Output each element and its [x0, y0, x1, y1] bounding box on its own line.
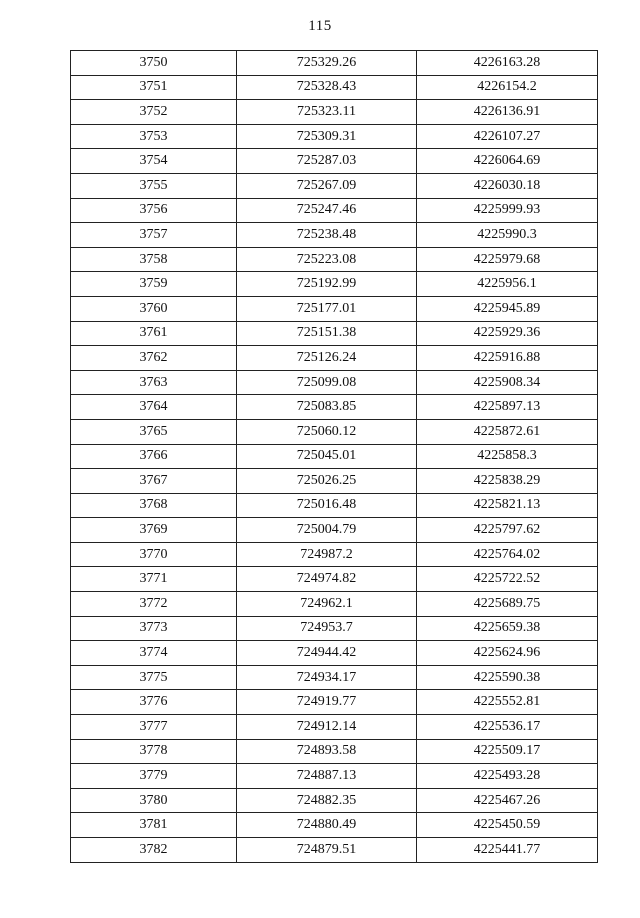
- y-coordinate-cell: 4225764.02: [417, 542, 598, 567]
- y-coordinate-cell: 4225945.89: [417, 296, 598, 321]
- table-row: [71, 616, 598, 641]
- y-coordinate-cell: 4225509.17: [417, 739, 598, 764]
- table-row: [71, 665, 598, 690]
- x-coordinate-cell: 724962.1: [237, 592, 417, 617]
- point-number-cell: 3770: [71, 542, 237, 567]
- point-number-cell: 3755: [71, 173, 237, 198]
- table-row: [71, 124, 598, 149]
- y-coordinate-cell: 4225722.52: [417, 567, 598, 592]
- x-coordinate-cell: 725083.85: [237, 395, 417, 420]
- table-row: [71, 518, 598, 543]
- table-row: [71, 444, 598, 469]
- table-row: [71, 764, 598, 789]
- y-coordinate-cell: 4225990.3: [417, 223, 598, 248]
- table-row: [71, 75, 598, 100]
- y-coordinate-cell: 4226064.69: [417, 149, 598, 174]
- x-coordinate-cell: 725267.09: [237, 173, 417, 198]
- table-row: [71, 149, 598, 174]
- x-coordinate-cell: 724944.42: [237, 641, 417, 666]
- table-row: [71, 493, 598, 518]
- table-row: [71, 788, 598, 813]
- y-coordinate-cell: 4226136.91: [417, 100, 598, 125]
- x-coordinate-cell: 725126.24: [237, 346, 417, 371]
- point-number-cell: 3774: [71, 641, 237, 666]
- x-coordinate-cell: 724953.7: [237, 616, 417, 641]
- x-coordinate-cell: 724882.35: [237, 788, 417, 813]
- y-coordinate-cell: 4225797.62: [417, 518, 598, 543]
- x-coordinate-cell: 725004.79: [237, 518, 417, 543]
- x-coordinate-cell: 724912.14: [237, 715, 417, 740]
- point-number-cell: 3782: [71, 838, 237, 863]
- table-row: [71, 419, 598, 444]
- table-row: [71, 542, 598, 567]
- x-coordinate-cell: 725247.46: [237, 198, 417, 223]
- x-coordinate-cell: 725026.25: [237, 469, 417, 494]
- point-number-cell: 3768: [71, 493, 237, 518]
- table-row: [71, 715, 598, 740]
- x-coordinate-cell: 725060.12: [237, 419, 417, 444]
- point-number-cell: 3765: [71, 419, 237, 444]
- table-row: [71, 690, 598, 715]
- x-coordinate-cell: 724879.51: [237, 838, 417, 863]
- x-coordinate-cell: 725328.43: [237, 75, 417, 100]
- x-coordinate-cell: 725323.11: [237, 100, 417, 125]
- x-coordinate-cell: 724919.77: [237, 690, 417, 715]
- x-coordinate-cell: 725223.08: [237, 247, 417, 272]
- point-number-cell: 3758: [71, 247, 237, 272]
- table-row: [71, 51, 598, 76]
- coordinates-table-body: [71, 51, 598, 863]
- point-number-cell: 3781: [71, 813, 237, 838]
- x-coordinate-cell: 725309.31: [237, 124, 417, 149]
- table-row: [71, 272, 598, 297]
- page-number: 115: [308, 18, 332, 34]
- y-coordinate-cell: 4225441.77: [417, 838, 598, 863]
- point-number-cell: 3776: [71, 690, 237, 715]
- y-coordinate-cell: 4225908.34: [417, 370, 598, 395]
- y-coordinate-cell: 4225659.38: [417, 616, 598, 641]
- y-coordinate-cell: 4225999.93: [417, 198, 598, 223]
- y-coordinate-cell: 4226154.2: [417, 75, 598, 100]
- table-row: [71, 173, 598, 198]
- y-coordinate-cell: 4225552.81: [417, 690, 598, 715]
- point-number-cell: 3771: [71, 567, 237, 592]
- point-number-cell: 3763: [71, 370, 237, 395]
- y-coordinate-cell: 4225979.68: [417, 247, 598, 272]
- table-row: [71, 469, 598, 494]
- table-row: [71, 247, 598, 272]
- x-coordinate-cell: 724893.58: [237, 739, 417, 764]
- point-number-cell: 3760: [71, 296, 237, 321]
- y-coordinate-cell: 4225916.88: [417, 346, 598, 371]
- table-row: [71, 739, 598, 764]
- y-coordinate-cell: 4225838.29: [417, 469, 598, 494]
- x-coordinate-cell: 724934.17: [237, 665, 417, 690]
- point-number-cell: 3764: [71, 395, 237, 420]
- y-coordinate-cell: 4225450.59: [417, 813, 598, 838]
- x-coordinate-cell: 725329.26: [237, 51, 417, 76]
- point-number-cell: 3753: [71, 124, 237, 149]
- point-number-cell: 3766: [71, 444, 237, 469]
- y-coordinate-cell: 4225858.3: [417, 444, 598, 469]
- table-row: [71, 346, 598, 371]
- y-coordinate-cell: 4225897.13: [417, 395, 598, 420]
- table-row: [71, 567, 598, 592]
- x-coordinate-cell: 725177.01: [237, 296, 417, 321]
- table-row: [71, 838, 598, 863]
- table-row: [71, 395, 598, 420]
- table-row: [71, 641, 598, 666]
- point-number-cell: 3759: [71, 272, 237, 297]
- point-number-cell: 3750: [71, 51, 237, 76]
- x-coordinate-cell: 725016.48: [237, 493, 417, 518]
- y-coordinate-cell: 4225929.36: [417, 321, 598, 346]
- x-coordinate-cell: 724987.2: [237, 542, 417, 567]
- x-coordinate-cell: 724887.13: [237, 764, 417, 789]
- point-number-cell: 3778: [71, 739, 237, 764]
- y-coordinate-cell: 4225624.96: [417, 641, 598, 666]
- point-number-cell: 3775: [71, 665, 237, 690]
- coordinates-table: [70, 50, 598, 863]
- point-number-cell: 3751: [71, 75, 237, 100]
- point-number-cell: 3779: [71, 764, 237, 789]
- y-coordinate-cell: 4226163.28: [417, 51, 598, 76]
- y-coordinate-cell: 4225536.17: [417, 715, 598, 740]
- x-coordinate-cell: 725287.03: [237, 149, 417, 174]
- table-row: [71, 223, 598, 248]
- point-number-cell: 3756: [71, 198, 237, 223]
- table-row: [71, 100, 598, 125]
- point-number-cell: 3762: [71, 346, 237, 371]
- x-coordinate-cell: 725238.48: [237, 223, 417, 248]
- x-coordinate-cell: 725151.38: [237, 321, 417, 346]
- x-coordinate-cell: 725192.99: [237, 272, 417, 297]
- table-row: [71, 813, 598, 838]
- table-row: [71, 592, 598, 617]
- y-coordinate-cell: 4225872.61: [417, 419, 598, 444]
- y-coordinate-cell: 4225590.38: [417, 665, 598, 690]
- y-coordinate-cell: 4225689.75: [417, 592, 598, 617]
- point-number-cell: 3769: [71, 518, 237, 543]
- y-coordinate-cell: 4225467.26: [417, 788, 598, 813]
- point-number-cell: 3773: [71, 616, 237, 641]
- point-number-cell: 3761: [71, 321, 237, 346]
- y-coordinate-cell: 4225821.13: [417, 493, 598, 518]
- y-coordinate-cell: 4226107.27: [417, 124, 598, 149]
- y-coordinate-cell: 4226030.18: [417, 173, 598, 198]
- point-number-cell: 3767: [71, 469, 237, 494]
- table-row: [71, 321, 598, 346]
- point-number-cell: 3752: [71, 100, 237, 125]
- point-number-cell: 3772: [71, 592, 237, 617]
- table-row: [71, 370, 598, 395]
- x-coordinate-cell: 725045.01: [237, 444, 417, 469]
- table-row: [71, 296, 598, 321]
- y-coordinate-cell: 4225956.1: [417, 272, 598, 297]
- point-number-cell: 3777: [71, 715, 237, 740]
- y-coordinate-cell: 4225493.28: [417, 764, 598, 789]
- x-coordinate-cell: 725099.08: [237, 370, 417, 395]
- point-number-cell: 3780: [71, 788, 237, 813]
- x-coordinate-cell: 724880.49: [237, 813, 417, 838]
- point-number-cell: 3754: [71, 149, 237, 174]
- table-row: [71, 198, 598, 223]
- point-number-cell: 3757: [71, 223, 237, 248]
- x-coordinate-cell: 724974.82: [237, 567, 417, 592]
